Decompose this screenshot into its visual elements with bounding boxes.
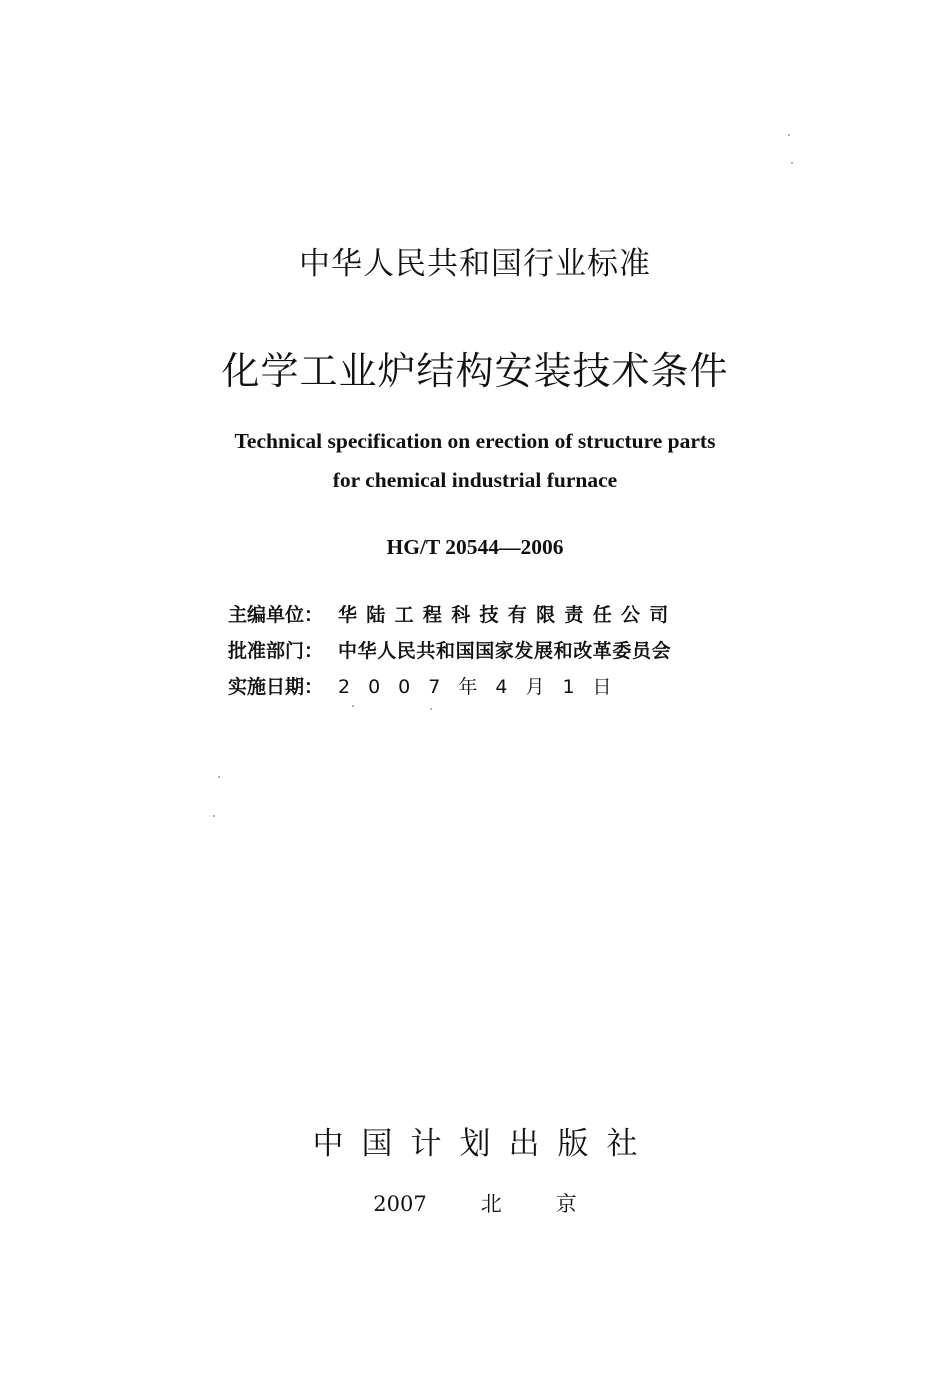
publisher-name: 中国计划出版社 [312, 1126, 656, 1162]
standard-series: 中华人民共和国行业标准 [299, 246, 651, 282]
editor-row [228, 600, 728, 630]
approver-row [228, 636, 728, 666]
publication-city-char-2: 京 [555, 1192, 577, 1216]
standard-code: HG/T 20544—2006 [386, 535, 564, 559]
document-title-chinese: 化学工业炉结构安装技术条件 [221, 349, 729, 393]
scan-speck [791, 162, 793, 164]
effective-date-label: 实施日期： [228, 676, 324, 698]
document-title-english-line-2: for chemical industrial furnace [332, 468, 618, 492]
effective-date-row [228, 672, 728, 702]
scan-speck [352, 705, 354, 707]
scan-speck [218, 776, 220, 778]
approver-value: 中华人民共和国国家发展和改革委员会 [338, 640, 672, 662]
publication-city-char-1: 北 [480, 1192, 502, 1216]
document-title-english-line-1: Technical specification on erection of structure parts [234, 429, 716, 453]
publication-year: 2007 [373, 1192, 427, 1216]
scan-speck [788, 134, 790, 136]
editor-label: 主编单位： [228, 604, 324, 626]
scan-speck [430, 708, 432, 710]
editor-value: 华陆工程科技有限责任公司 [338, 604, 678, 626]
approver-label: 批准部门： [228, 640, 324, 662]
effective-date-value: 2007年4月1日 [338, 676, 630, 698]
scan-speck [213, 815, 215, 817]
publication-place-year [0, 1188, 950, 1218]
